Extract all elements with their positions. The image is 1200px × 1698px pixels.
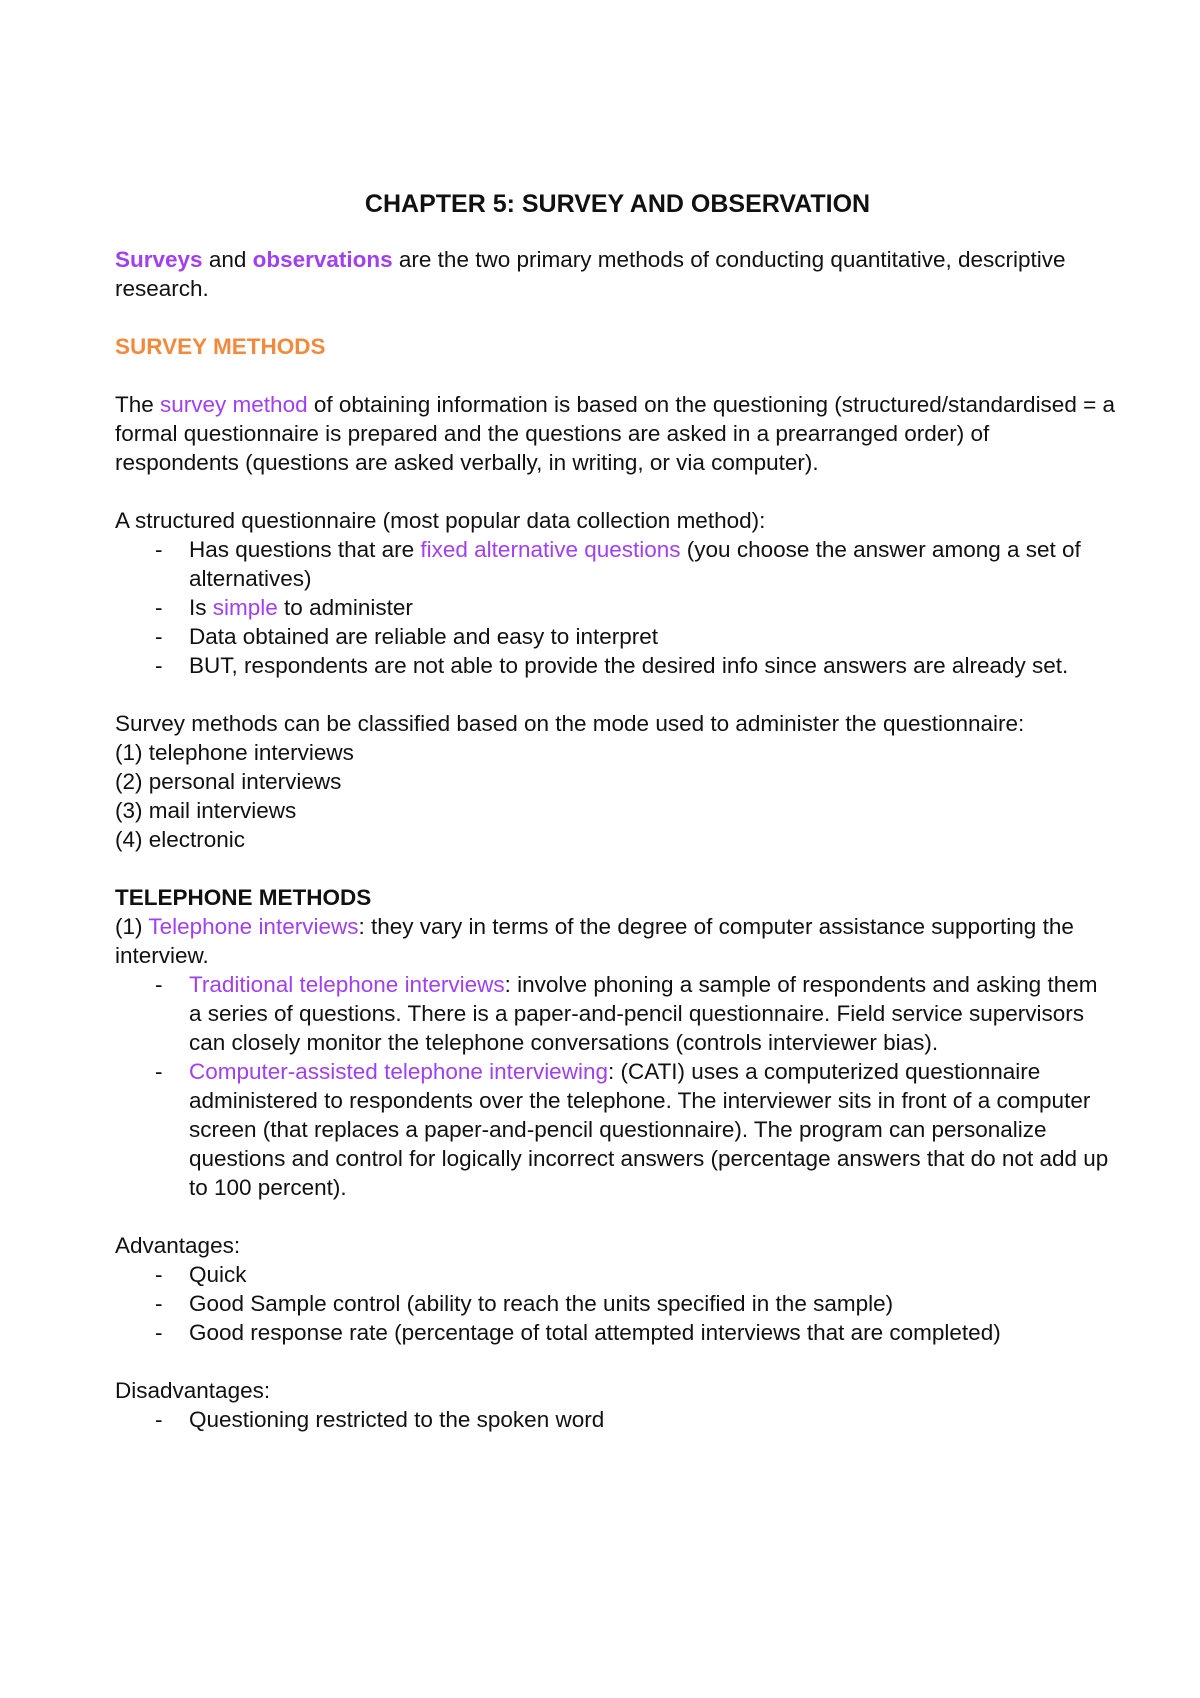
keyword-telephone-interviews: Telephone interviews [148, 914, 359, 939]
keyword-fixed-alternative: fixed alternative questions [420, 537, 681, 562]
document-page [115, 188, 1115, 1434]
list-item: - Data obtained are reliable and easy to interpret [155, 624, 659, 649]
advantages-label: Advantages: [115, 1233, 241, 1258]
mode-item: (3) mail interviews [115, 798, 297, 823]
mode-item: (2) personal interviews [115, 769, 342, 794]
list-item: - Good Sample control (ability to reach the units specified in the sample) [155, 1291, 894, 1316]
disadvantages-label: Disadvantages: [115, 1378, 271, 1403]
structured-questionnaire-list [115, 535, 1115, 680]
keyword-cati: Computer-assisted telephone interviewing [189, 1059, 608, 1084]
mode-item: (4) electronic [115, 827, 246, 852]
list-item: - Is simple to administer [155, 595, 413, 620]
classified-intro: Survey methods can be classified based on the mode used to administer the questionnaire: [115, 711, 1025, 736]
telephone-paragraph: (1) Telephone interviews: they vary in terms of the degree of computer assistance supporting the interview. [115, 914, 1074, 968]
survey-method-paragraph: The survey method of obtaining information is based on the questioning (structured/standardised = a formal questionnaire is prepared and the questions are asked in a prearranged order) of respondents (questions are asked verbally, in writing, or via computer). [115, 392, 1115, 475]
list-item: - Questioning restricted to the spoken word [155, 1407, 605, 1432]
keyword-traditional-telephone: Traditional telephone interviews [189, 972, 505, 997]
keyword-observations: observations [252, 247, 393, 272]
section-heading-survey-methods: SURVEY METHODS [115, 334, 326, 359]
intro-paragraph: Surveys and observations are the two primary methods of conducting quantitative, descriptive research. [115, 247, 1066, 301]
list-item: - Computer-assisted telephone interviewing: (CATI) uses a computerized questionnaire administered to respondents over the telephone. The interviewer sits in front of a computer screen (that replaces a paper-and-pencil questionnaire). The program can personalize questions and control for logically incorrect answers (percentage answers that do not add up to 100 percent). [155, 1059, 1109, 1200]
keyword-simple: simple [212, 595, 278, 620]
section-heading-telephone-methods: TELEPHONE METHODS [115, 885, 372, 910]
advantages-list [115, 1260, 1115, 1347]
mode-item: (1) telephone interviews [115, 740, 354, 765]
disadvantages-list [115, 1405, 1115, 1434]
page-title: CHAPTER 5: SURVEY AND OBSERVATION [364, 190, 871, 218]
list-item: - Quick [155, 1262, 247, 1287]
list-item: - BUT, respondents are not able to provide the desired info since answers are already set. [155, 653, 1069, 678]
keyword-surveys: Surveys [115, 247, 203, 272]
telephone-types-list [115, 970, 1115, 1202]
keyword-survey-method: survey method [160, 392, 308, 417]
structured-questionnaire-intro: A structured questionnaire (most popular data collection method): [115, 508, 766, 533]
list-item: - Has questions that are fixed alternative questions (you choose the answer among a set of alternatives) [155, 537, 1081, 591]
list-item: - Traditional telephone interviews: involve phoning a sample of respondents and asking them a series of questions. There is a paper-and-pencil questionnaire. Field service supervisors can closely monitor the telephone conversations (controls interviewer bias). [155, 972, 1098, 1055]
list-item: - Good response rate (percentage of total attempted interviews that are completed) [155, 1320, 1001, 1345]
